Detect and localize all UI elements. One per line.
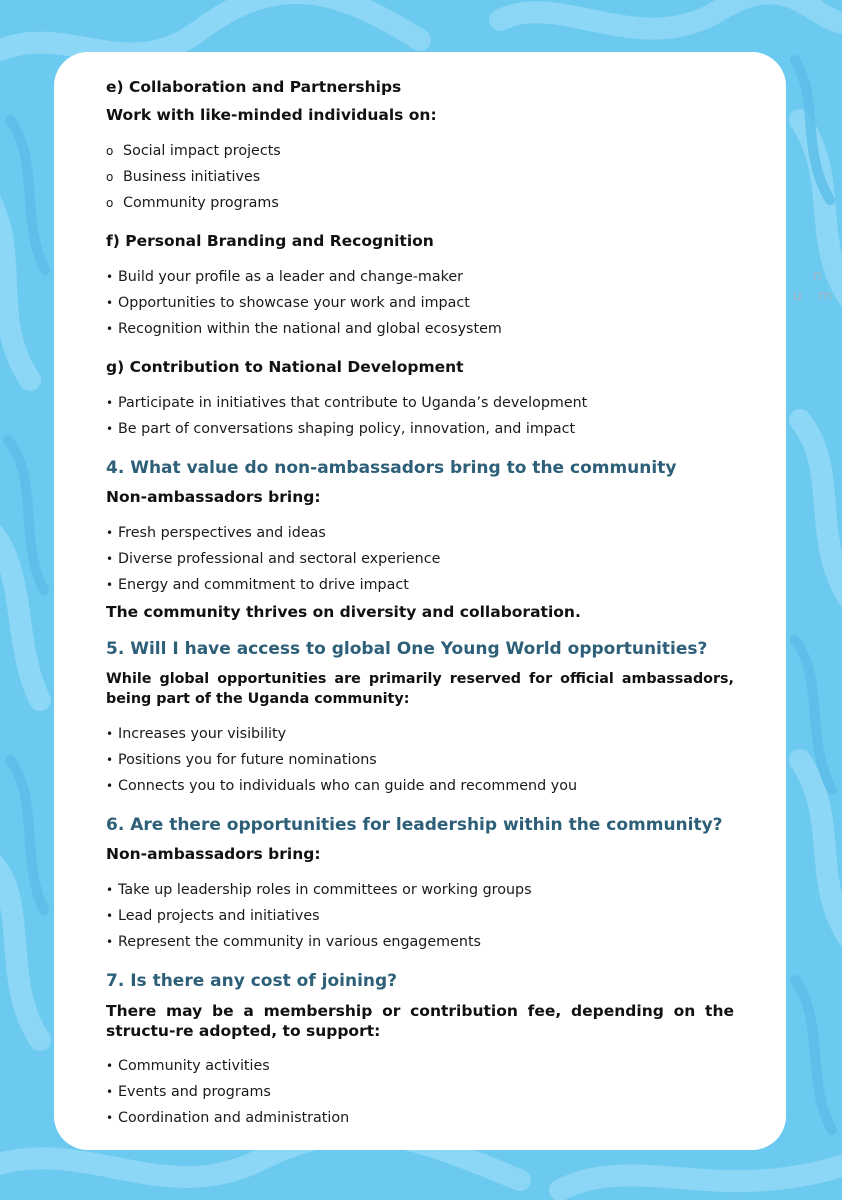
list-item: • Community activities	[106, 1053, 734, 1079]
dot-bullet-icon: •	[106, 578, 114, 592]
dot-bullet-icon: •	[106, 935, 114, 949]
faq-content	[106, 76, 734, 1131]
circle-bullet-icon: o	[106, 196, 114, 210]
list-item: • Coordination and administration	[106, 1105, 734, 1131]
dot-bullet-icon: •	[106, 396, 114, 410]
list-item: • Diverse professional and sectoral experience	[106, 546, 734, 572]
question-6-list	[106, 877, 734, 955]
question-6-lead: Non-ambassadors bring:	[106, 845, 321, 863]
question-7-heading: 7. Is there any cost of joining?	[106, 971, 398, 991]
dot-bullet-icon: •	[106, 526, 114, 540]
list-item: • Be part of conversations shaping policy, innovation, and impact	[106, 416, 734, 442]
dot-bullet-icon: •	[106, 296, 114, 310]
question-6-heading: 6. Are there opportunities for leadership within the community?	[106, 815, 723, 835]
section-g-list	[106, 390, 734, 442]
section-e-lead: Work with like-minded individuals on:	[106, 106, 437, 124]
dot-bullet-icon: •	[106, 1059, 114, 1073]
circle-bullet-icon: o	[106, 170, 114, 184]
dot-bullet-icon: •	[106, 727, 114, 741]
list-item: o Social impact projects	[106, 138, 734, 164]
list-item: • Participate in initiatives that contribute to Uganda’s development	[106, 390, 734, 416]
question-5-list	[106, 721, 734, 799]
list-item: • Fresh perspectives and ideas	[106, 520, 734, 546]
section-f-list	[106, 264, 734, 342]
section-g-title: g) Contribution to National Development	[106, 358, 464, 376]
list-item: o Community programs	[106, 190, 734, 216]
dot-bullet-icon: •	[106, 1111, 114, 1125]
question-4-heading: 4. What value do non-ambassadors bring to the community	[106, 458, 677, 478]
list-item: • Opportunities to showcase your work and impact	[106, 290, 734, 316]
dot-bullet-icon: •	[106, 909, 114, 923]
question-5-heading: 5. Will I have access to global One Young World opportunities?	[106, 639, 708, 659]
list-item: • Connects you to individuals who can guide and recommend you	[106, 773, 734, 799]
question-4-closing: The community thrives on diversity and collaboration.	[106, 603, 581, 621]
list-item: • Take up leadership roles in committees or working groups	[106, 877, 734, 903]
edge-text-fragment-2: u m	[793, 288, 838, 304]
list-item: o Business initiatives	[106, 164, 734, 190]
list-item: • Events and programs	[106, 1079, 734, 1105]
question-7-list	[106, 1053, 734, 1131]
list-item: • Positions you for future nominations	[106, 747, 734, 773]
dot-bullet-icon: •	[106, 322, 114, 336]
dot-bullet-icon: •	[106, 1085, 114, 1099]
list-item: • Increases your visibility	[106, 721, 734, 747]
content-card	[54, 52, 786, 1150]
question-7-lead: There may be a membership or contribution fee, depending on the structu-re adopted, to support:	[106, 1002, 734, 1040]
question-5-lead: While global opportunities are primarily reserved for official ambassadors, being part of the Uganda community:	[106, 671, 734, 707]
list-item: • Build your profile as a leader and change-maker	[106, 264, 734, 290]
section-e-list	[106, 138, 734, 216]
section-f-title: f) Personal Branding and Recognition	[106, 232, 434, 250]
dot-bullet-icon: •	[106, 422, 114, 436]
question-4-lead: Non-ambassadors bring:	[106, 488, 321, 506]
list-item: • Energy and commitment to drive impact	[106, 572, 734, 598]
dot-bullet-icon: •	[106, 779, 114, 793]
question-4-list	[106, 520, 734, 598]
dot-bullet-icon: •	[106, 270, 114, 284]
section-e-title: e) Collaboration and Partnerships	[106, 78, 402, 96]
edge-text-fragment-1: n	[813, 268, 828, 284]
dot-bullet-icon: •	[106, 883, 114, 897]
list-item: • Recognition within the national and global ecosystem	[106, 316, 734, 342]
circle-bullet-icon: o	[106, 144, 114, 158]
dot-bullet-icon: •	[106, 552, 114, 566]
list-item: • Lead projects and initiatives	[106, 903, 734, 929]
list-item: • Represent the community in various engagements	[106, 929, 734, 955]
dot-bullet-icon: •	[106, 753, 114, 767]
